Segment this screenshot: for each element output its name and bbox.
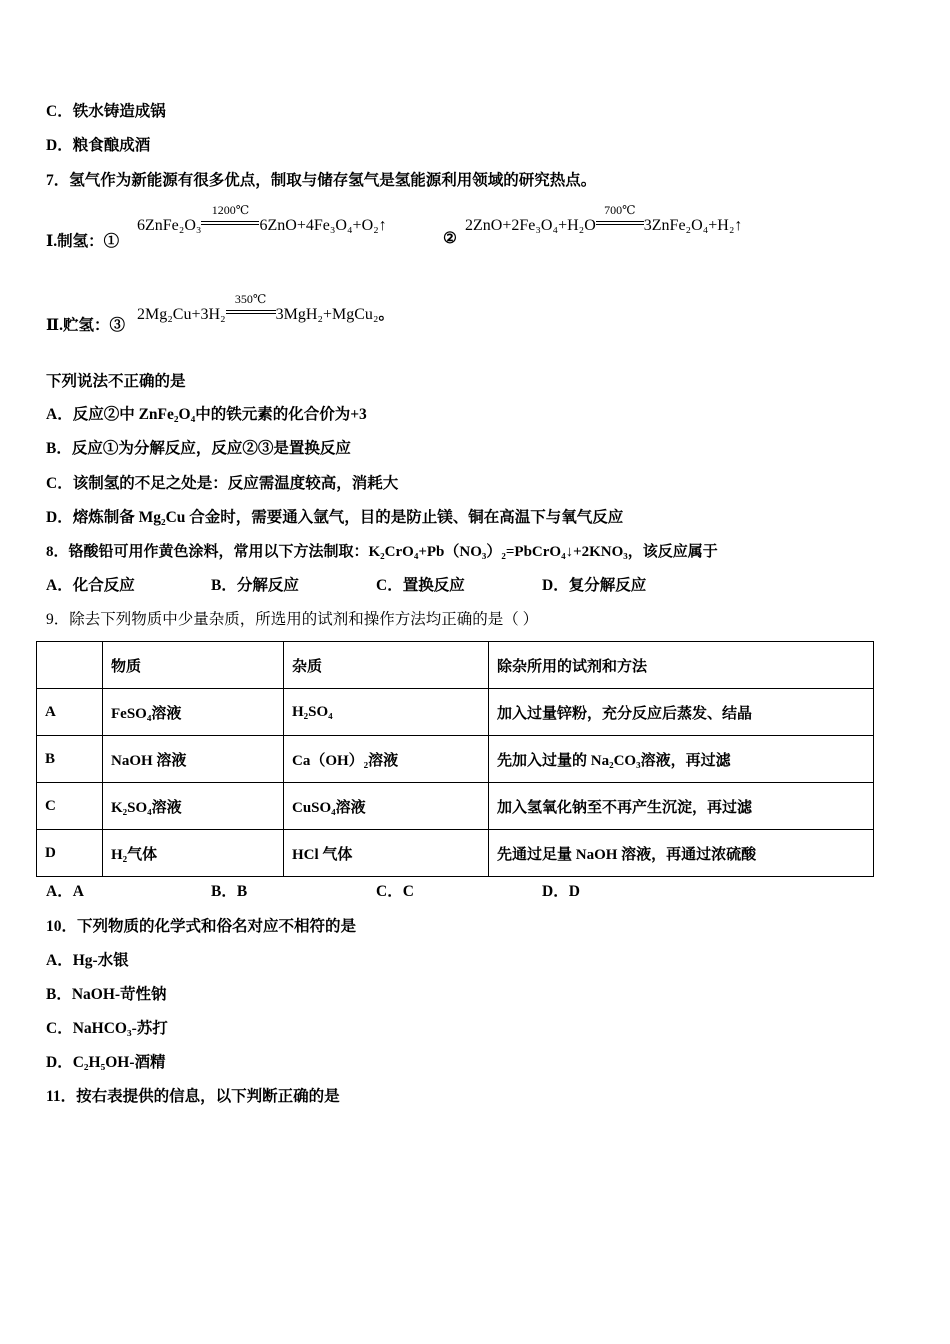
table-cell: 加入过量锌粉，充分反应后蒸发、结晶 (489, 689, 874, 736)
q7-label-2: ② (443, 230, 457, 247)
eq3-end: 。 (378, 306, 395, 323)
table-cell: NaOH 溶液 (103, 736, 284, 783)
q9-option-a: A．A (46, 883, 84, 900)
table-cell: 先通过足量 NaOH 溶液，再通过浓硫酸 (489, 830, 874, 877)
table-cell: H₂SO₄ (284, 689, 489, 736)
eq1-left: 6ZnFe₂O₃ (137, 217, 202, 234)
q6-option-c: C．铁水铸造成锅 (46, 103, 166, 120)
q7-option-d: D．熔炼制备 Mg₂Cu 合金时，需要通入氩气，目的是防止镁、铜在高温下与氧气反应 (46, 509, 624, 526)
eq2-left: 2ZnO+2Fe₃O₄+H₂O (465, 217, 596, 234)
equation-2 (465, 203, 743, 235)
table-cell: CuSO₄溶液 (284, 783, 489, 830)
table-header-cell (37, 642, 103, 689)
eq3-right: 3MgH₂+MgCu₂ (275, 306, 379, 323)
q7-option-a: A．反应②中 ZnFe₂O₄中的铁元素的化合价为+3 (46, 406, 367, 423)
q8-option-d: D．复分解反应 (542, 577, 647, 594)
table-cell: FeSO₄溶液 (103, 689, 284, 736)
q9-option-c: C．C (376, 883, 414, 900)
table-cell: Ca（OH）₂溶液 (284, 736, 489, 783)
table-cell: A (37, 689, 103, 736)
q11-stem: 11．按右表提供的信息，以下判断正确的是 (46, 1088, 340, 1105)
q9-option-d: D．D (542, 883, 580, 900)
q10-option-d: D．C₂H₅OH-酒精 (46, 1054, 166, 1071)
q10-option-b: B．NaOH-苛性钠 (46, 986, 167, 1003)
q10-stem: 10．下列物质的化学式和俗名对应不相符的是 (46, 918, 357, 935)
q8-option-a: A．化合反应 (46, 577, 135, 594)
table-cell: C (37, 783, 103, 830)
eq1-right: 6ZnO+4Fe₃O₄+O₂↑ (259, 217, 387, 234)
q10-option-a: A．Hg-水银 (46, 952, 129, 969)
q8-stem: 8．铬酸铅可用作黄色涂料，常用以下方法制取：K₂CrO₄+Pb（NO₃）₂=PbCrO₄↓+2KNO₃，该反应属于 (46, 544, 718, 560)
table-row (37, 736, 874, 783)
eq3-left: 2Mg₂Cu+3H₂ (137, 306, 226, 323)
q7-label-1: Ⅰ.制氢：① (46, 233, 120, 250)
q10-option-c: C．NaHCO₃-苏打 (46, 1020, 168, 1037)
table-cell: HCl 气体 (284, 830, 489, 877)
q9-stem: 9．除去下列物质中少量杂质，所选用的试剂和操作方法均正确的是（ ） (46, 611, 539, 628)
q7-option-b: B．反应①为分解反应，反应②③是置换反应 (46, 440, 351, 457)
q7-option-c: C．该制氢的不足之处是：反应需温度较高，消耗大 (46, 475, 399, 492)
table-cell: B (37, 736, 103, 783)
q8-option-c: C．置换反应 (376, 577, 465, 594)
eq2-right: 3ZnFe₂O₄+H₂↑ (643, 217, 743, 234)
q6-option-d: D．粮食酿成酒 (46, 137, 151, 154)
table-header-cell: 除杂所用的试剂和方法 (489, 642, 874, 689)
table-cell: H₂气体 (103, 830, 284, 877)
table-cell: 加入氢氧化钠至不再产生沉淀，再过滤 (489, 783, 874, 830)
table-header-cell: 物质 (103, 642, 284, 689)
q7-prompt: 下列说法不正确的是 (46, 373, 186, 390)
eq3-condition: 350℃ (226, 306, 276, 324)
impurity-table (36, 641, 874, 877)
q8-option-b: B．分解反应 (211, 577, 299, 594)
table-row (37, 830, 874, 877)
table-cell: D (37, 830, 103, 877)
table-cell: K₂SO₄溶液 (103, 783, 284, 830)
table-row (37, 689, 874, 736)
equation-3 (137, 292, 395, 324)
q9-option-b: B．B (211, 883, 248, 900)
eq1-condition: 1200℃ (201, 217, 259, 235)
q7-stem: 7．氢气作为新能源有很多优点，制取与储存氢气是氢能源利用领域的研究热点。 (46, 172, 597, 189)
table-cell: 先加入过量的 Na₂CO₃溶液，再过滤 (489, 736, 874, 783)
q7-label-3: Ⅱ.贮氢：③ (46, 317, 125, 334)
eq2-condition: 700℃ (596, 217, 644, 235)
table-row (37, 783, 874, 830)
equation-1 (137, 203, 387, 235)
table-header-row (37, 642, 874, 689)
table-header-cell: 杂质 (284, 642, 489, 689)
